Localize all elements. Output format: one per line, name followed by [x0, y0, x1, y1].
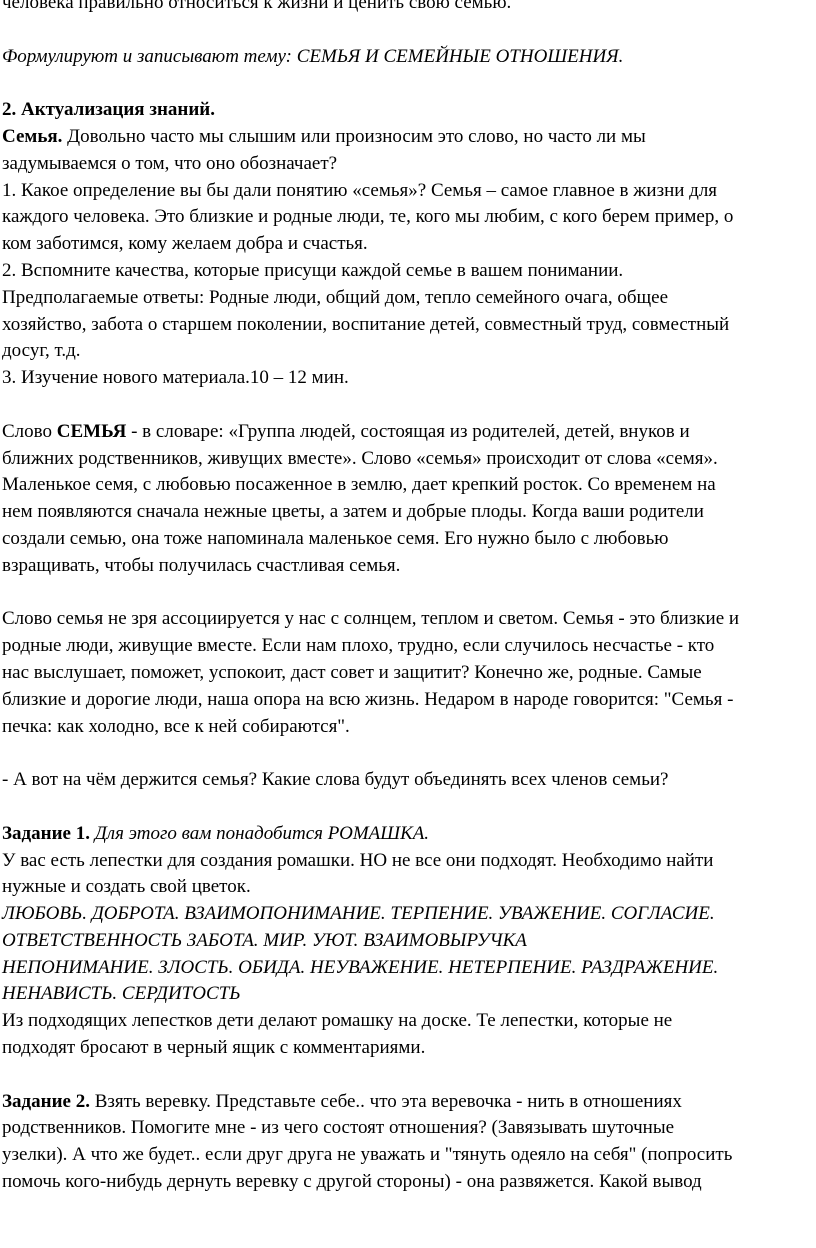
blank-line [2, 70, 816, 97]
petal-words-line: ОТВЕТСТВЕННОСТЬ ЗАБОТА. МИР. УЮТ. ВЗАИМОВЫРУЧКА [2, 929, 527, 951]
text-line: 2. Вспомните качества, которые присущи каждой семье в вашем понимании. [2, 259, 624, 281]
petal-words-line: ЛЮБОВЬ. ДОБРОТА. ВЗАИМОПОНИМАНИЕ. ТЕРПЕНИЕ. УВАЖЕНИЕ. СОГЛАСИЕ. [2, 903, 715, 925]
text-line: каждого человека. Это близкие и родные люди, те, кого мы любим, с кого берем пример, о [2, 206, 734, 228]
topic-line: Формулируют и записывают тему: СЕМЬЯ И СЕМЕЙНЫЕ ОТНОШЕНИЯ. [2, 45, 624, 67]
blank-line [2, 1062, 816, 1089]
text-line: родственников. Помогите мне - из чего состоят отношения? (Завязывать шуточные [2, 1117, 675, 1139]
text-line: создали семью, она тоже напоминала маленькое семя. Его нужно было с любовью [2, 527, 669, 549]
blank-line [2, 794, 816, 821]
text-line [2, 821, 816, 848]
text-line: Маленькое семя, с любовью посаженное в землю, дает крепкий росток. Со временем на [2, 474, 716, 496]
text-line: ближних родственников, живущих вместе». Слово «семья» происходит от слова «семя». [2, 447, 718, 469]
text-line: печка: как холодно, все к ней собираются". [2, 715, 350, 737]
text-line: нужные и создать свой цветок. [2, 876, 251, 898]
text-line: Слово семья не зря ассоциируется у нас с солнцем, теплом и светом. Семья - это близкие и [2, 608, 740, 630]
text-line: нас выслушает, поможет, успокоит, даст совет и защитит? Конечно же, родные. Самые [2, 661, 702, 683]
text-line: взращивать, чтобы получилась счастливая семья. [2, 554, 401, 576]
text-line: Предполагаемые ответы: Родные люди, общий дом, тепло семейного очага, общее [2, 286, 669, 308]
text-run: - в словаре: «Группа людей, состоящая из родителей, детей, внуков и [126, 420, 690, 442]
text-line [2, 419, 816, 446]
text-run: Слово [2, 420, 57, 442]
text-line [2, 1089, 816, 1116]
text-line: 1. Какое определение вы бы дали понятию «семья»? Семья – самое главное в жизни для [2, 179, 718, 201]
task-label: Задание 1. [2, 822, 90, 844]
text-line: хозяйство, забота о старшем поколении, воспитание детей, совместный труд, совместный [2, 313, 730, 335]
bold-term: СЕМЬЯ [56, 420, 127, 442]
text-run: Довольно часто мы слышим или произносим это слово, но часто ли мы [62, 125, 646, 147]
text-line: нем появляются сначала нежные цветы, а затем и добрые плоды. Когда ваши родители [2, 501, 704, 523]
blank-line [2, 392, 816, 419]
section-heading: 2. Актуализация знаний. [2, 99, 216, 121]
text-line: узелки). А что же будет.. если друг друга не уважать и "тянуть одеяло на себя" (попросить [2, 1144, 733, 1166]
petal-words-line: НЕПОНИМАНИЕ. ЗЛОСТЬ. ОБИДА. НЕУВАЖЕНИЕ. НЕТЕРПЕНИЕ. РАЗДРАЖЕНИЕ. [2, 956, 719, 978]
text-line: задумываемся о том, что оно обозначает? [2, 152, 338, 174]
text-line: У вас есть лепестки для создания ромашки. НО не все они подходят. Необходимо найти [2, 849, 714, 871]
text-line: - А вот на чём держится семья? Какие слова будут объединять всех членов семьи? [2, 769, 669, 791]
task-label: Задание 2. [2, 1090, 90, 1112]
text-line: человека правильно относиться к жизни и ценить свою семью. [2, 0, 512, 13]
blank-line [2, 580, 816, 607]
text-line: Из подходящих лепестков дети делают ромашку на доске. Те лепестки, которые не [2, 1010, 673, 1032]
text-line [2, 124, 816, 151]
text-run: Для этого вам понадобится РОМАШКА. [89, 822, 430, 844]
blank-line [2, 17, 816, 44]
text-line: подходят бросают в черный ящик с комментариями. [2, 1037, 426, 1059]
text-line: родные люди, живущие вместе. Если нам плохо, трудно, если случилось несчастье - кто [2, 635, 715, 657]
text-line: досуг, т.д. [2, 340, 81, 362]
text-line: помочь кого-нибудь дернуть веревку с другой стороны) - она развяжется. Какой вывод [2, 1171, 702, 1193]
text-run: Взять веревку. Представьте себе.. что эта веревочка - нить в отношениях [89, 1090, 682, 1112]
bold-term: Семья. [2, 125, 63, 147]
blank-line [2, 740, 816, 767]
text-line: близкие и дорогие люди, наша опора на всю жизнь. Недаром в народе говорится: "Семья - [2, 688, 734, 710]
petal-words-line: НЕНАВИСТЬ. СЕРДИТОСТЬ [2, 983, 241, 1005]
text-line: 3. Изучение нового материала.10 – 12 мин. [2, 367, 349, 389]
text-line: ком заботимся, кому желаем добра и счастья. [2, 233, 368, 255]
